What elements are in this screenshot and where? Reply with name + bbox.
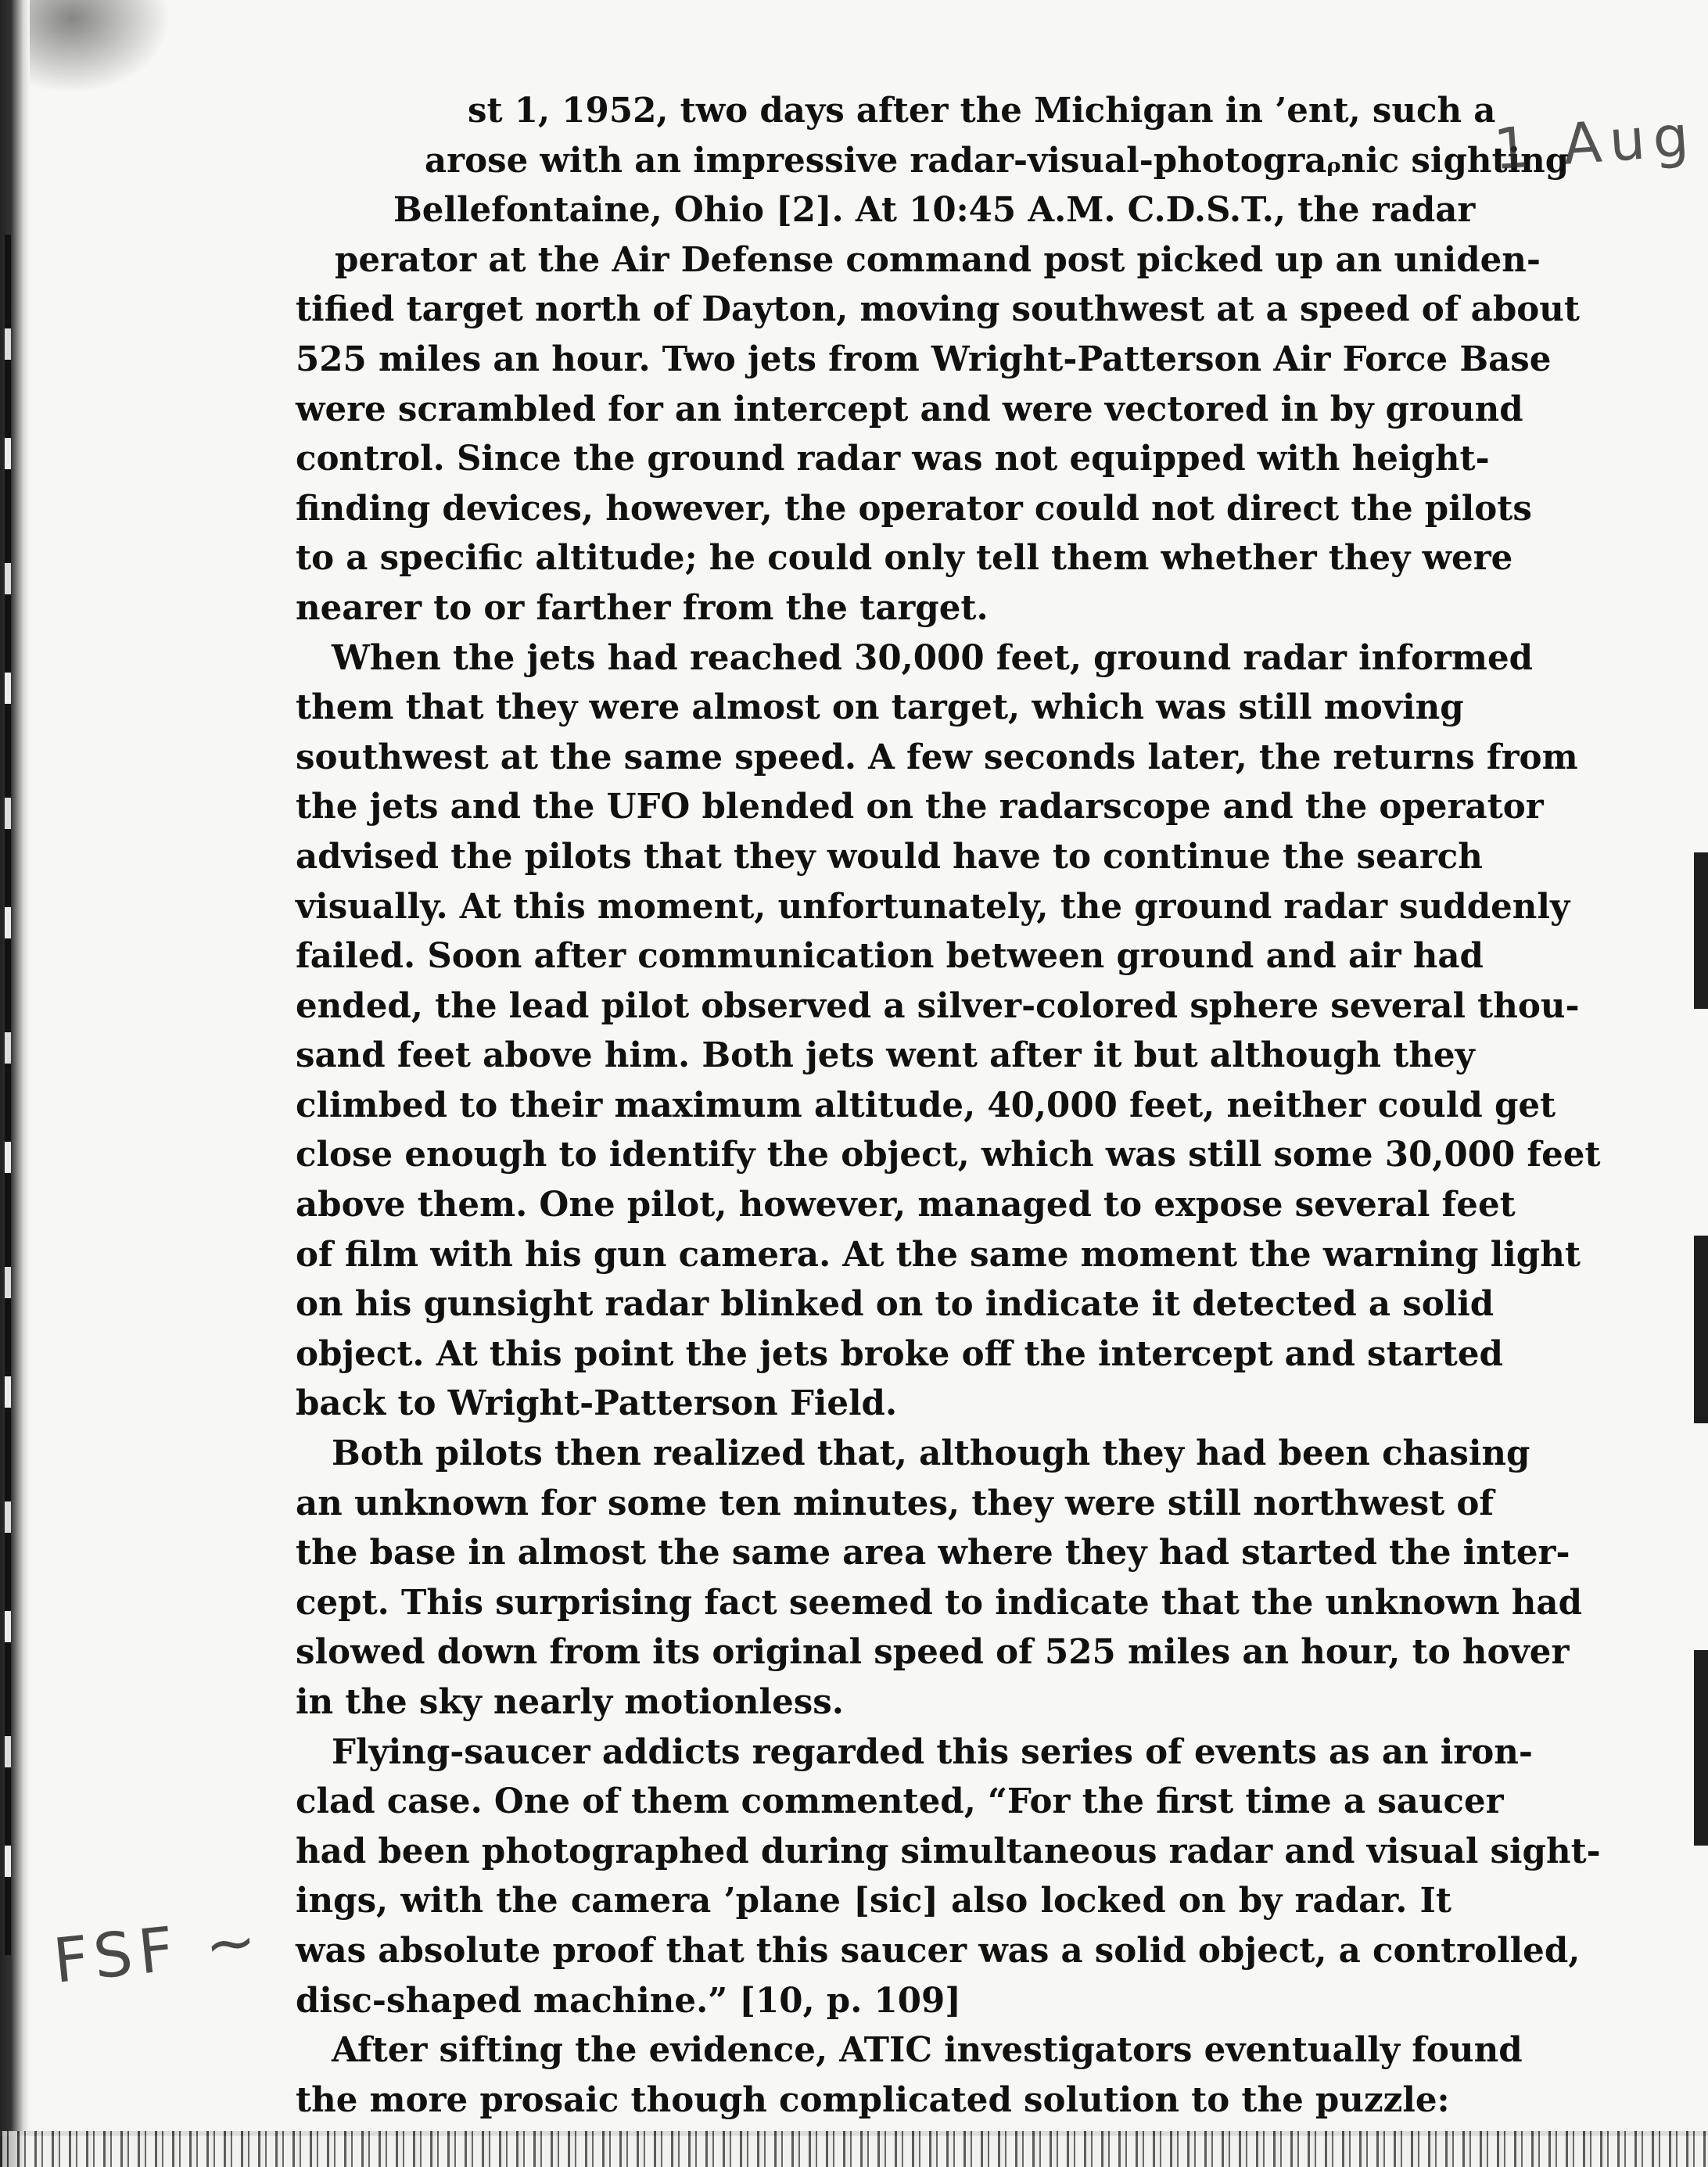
text-line: southwest at the same speed. A few seconds later, the returns from <box>296 737 1578 777</box>
text-line: close enough to identify the object, which was still some 30,000 feet <box>296 1135 1601 1175</box>
text-line: had been photographed during simultaneous radar and visual sight- <box>296 1831 1601 1871</box>
paragraph <box>296 2025 1523 2125</box>
handwritten-date-annotation: 1 Aug <box>1491 102 1699 182</box>
text-line: visually. At this moment, unfortunately, the ground radar suddenly <box>296 886 1570 927</box>
text-line: When the jets had reached 30,000 feet, ground radar informed <box>332 637 1534 678</box>
text-line: above them. One pilot, however, managed to expose several feet <box>296 1185 1516 1225</box>
text-line: Bellefontaine, Ohio [2]. At 10:45 A.M. C.D.S.T., the radar <box>393 190 1476 231</box>
text-line: cept. This surprising fact seemed to indicate that the unknown had <box>296 1582 1583 1623</box>
text-line: slowed down from its original speed of 525 miles an hour, to hover <box>296 1632 1570 1673</box>
text-line: ended, the lead pilot observed a silver-colored sphere several thou- <box>296 985 1580 1026</box>
text-line: perator at the Air Defense command post picked up an uniden- <box>335 239 1541 280</box>
text-line: control. Since the ground radar was not equipped with height- <box>296 439 1490 479</box>
right-edge-marks <box>1691 852 1708 1869</box>
paragraph <box>296 1429 1583 1728</box>
text-line: Flying-saucer addicts regarded this series of events as an iron- <box>332 1731 1533 1772</box>
text-line: of film with his gun camera. At the same moment the warning light <box>296 1234 1581 1275</box>
text-line: the more prosaic though complicated solution to the puzzle: <box>296 2079 1450 2120</box>
handwritten-margin-annotation: FSF ~ <box>50 1905 267 1997</box>
text-line: object. At this point the jets broke off the intercept and started <box>296 1333 1503 1374</box>
text-line: After sifting the evidence, ATIC investigators eventually found <box>332 2030 1523 2071</box>
text-line: them that they were almost on target, which was still moving <box>296 687 1464 728</box>
text-line: back to Wright-Patterson Field. <box>296 1383 898 1424</box>
text-line: finding devices, however, the operator could not direct the pilots <box>296 488 1532 529</box>
text-line: disc-shaped machine.” [10, p. 109] <box>296 1980 961 2021</box>
text-line: climbed to their maximum altitude, 40,000 feet, neither could get <box>296 1085 1556 1125</box>
text-line: was absolute proof that this saucer was a solid object, a controlled, <box>296 1930 1581 1971</box>
text-line: tified target north of Dayton, moving southwest at a speed of about <box>296 289 1581 330</box>
text-line: the base in almost the same area where they had started the inter- <box>296 1533 1570 1573</box>
scan-smudge <box>30 0 170 94</box>
text-line: 525 miles an hour. Two jets from Wright-Patterson Air Force Base <box>296 339 1552 379</box>
text-line: failed. Soon after communication between ground and air had <box>296 936 1484 977</box>
paragraph <box>296 633 1601 1430</box>
text-line: st 1, 1952, two days after the Michigan in ’ent, such a <box>468 91 1496 131</box>
text-line: to a specific altitude; he could only tell them whether they were <box>296 538 1513 579</box>
text-line: clad case. One of them commented, “For the first time a saucer <box>296 1781 1504 1822</box>
paragraph <box>296 1728 1601 2026</box>
text-line: on his gunsight radar blinked on to indicate it detected a solid <box>296 1284 1494 1325</box>
text-line: nearer to or farther from the target. <box>296 587 989 628</box>
text-line: sand feet above him. Both jets went after it but although they <box>296 1035 1475 1076</box>
text-line: the jets and the UFO blended on the radarscope and the operator <box>296 787 1544 827</box>
bottom-scan-noise <box>0 2131 1708 2167</box>
text-line: arose with an impressive radar-visual-photograᵨnic sighting <box>425 140 1570 181</box>
binding-edge <box>0 0 30 2167</box>
text-line: an unknown for some ten minutes, they were still northwest of <box>296 1483 1494 1523</box>
text-line: in the sky nearly motionless. <box>296 1682 844 1722</box>
text-line: ings, with the camera ’plane [sic] also locked on by radar. It <box>296 1881 1451 1921</box>
paragraph <box>296 86 1581 633</box>
text-line: Both pilots then realized that, although they had been chasing <box>332 1433 1530 1474</box>
text-line: advised the pilots that they would have to continue the search <box>296 836 1483 877</box>
text-line: were scrambled for an intercept and were vectored in by ground <box>296 389 1523 429</box>
